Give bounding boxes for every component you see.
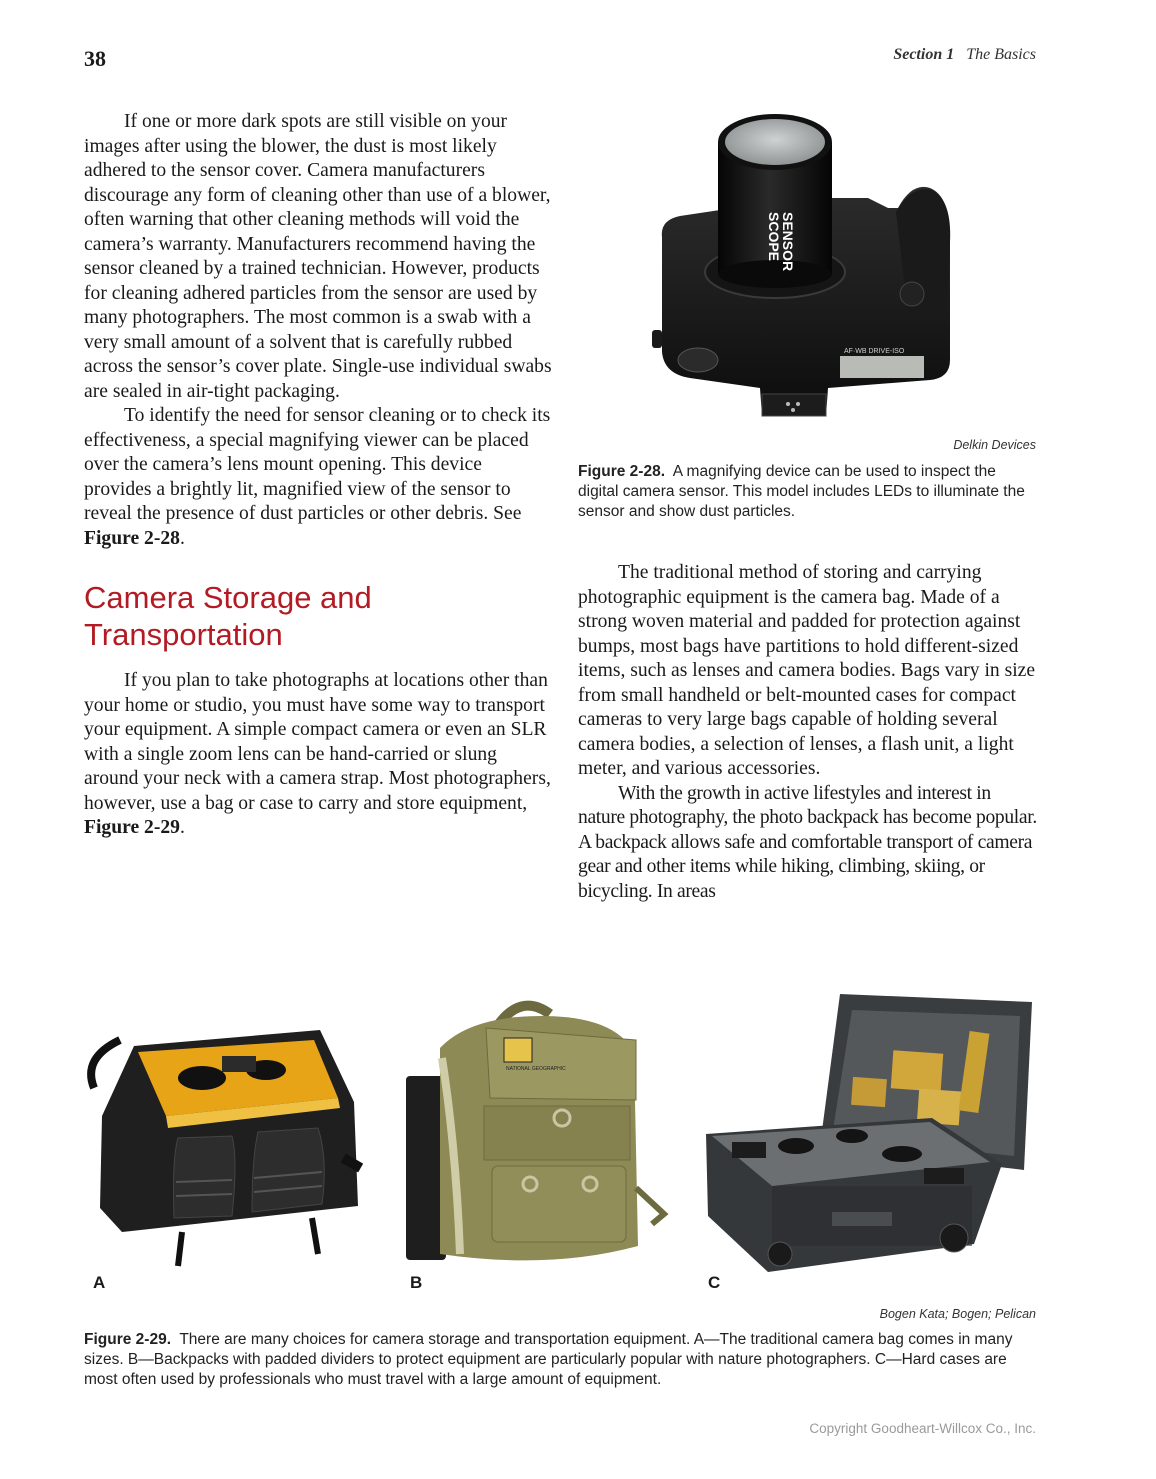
- front-pocket: [492, 1166, 626, 1242]
- paragraph-magnifying-viewer: [84, 404, 554, 551]
- figure-2-28-caption: [578, 462, 1040, 522]
- case-wheel: [940, 1224, 968, 1252]
- camera-mode-text: AF·WB DRIVE-ISO: [844, 348, 905, 355]
- stored-lens: [778, 1138, 814, 1154]
- panel-label-a: A: [93, 1273, 106, 1292]
- paragraph-sensor-cleaning: If one or more dark spots are still visible on your images after using the blower, the dust is most likely adhered to the sensor cover. Camera manufacturers discourage any form of cleaning other than use of a blower, often warning that other cleaning methods will void the camera’s warranty. Manufacturers recommend having the sensor cleaned by a trained technician. However, products for cleaning adhered particles from the sensor are used by many photographers. The most common is a swab with a very small amount of a solvent that is carefully rubbed across the sensor’s cover plate. Single-use individual swabs are sealed in air-tight packaging.: [84, 111, 552, 402]
- paragraph-photo-backpack: With the growth in active lifestyles and interest in nature photography, the photo backpack has become popular. A backpack allows safe and comfortable transport of camera gear and other items while hiking, climbing, skiing, or bicycling. In areas: [578, 782, 1037, 902]
- badge-text: NATIONAL GEOGRAPHIC: [506, 1066, 566, 1072]
- section-label: Section 1: [893, 46, 955, 63]
- section-title: The Basics: [966, 46, 1036, 63]
- paragraph-end: .: [179, 817, 185, 838]
- figure-2-29-panel-a: [82, 1018, 372, 1270]
- figure-2-29-credit: Bogen Kata; Bogen; Pelican: [879, 1307, 1036, 1321]
- backpack-illustration: [400, 988, 670, 1270]
- camera-bag-illustration: [82, 1018, 372, 1270]
- control-wheel: [900, 282, 924, 306]
- camera-sensor-scope-illustration: [650, 112, 970, 430]
- scope-label-line-1: SENSOR: [780, 212, 796, 272]
- top-lcd: [840, 356, 924, 378]
- caption-text: A magnifying device can be used to inspect the digital camera sensor. This model includes LEDs to illuminate the sensor and show dust particles.: [578, 463, 1025, 520]
- copyright-notice: Copyright Goodheart-Willcox Co., Inc.: [809, 1421, 1036, 1436]
- figure-2-29-panel-b: [400, 988, 670, 1270]
- front-pocket: [252, 1128, 324, 1212]
- side-pocket: [174, 1136, 236, 1218]
- caption-text: There are many choices for camera storage and transportation equipment. A—The traditional camera bag comes in many sizes. B—Backpacks with padded dividers to protect equipment are particularly popular with nature photographers. C—Hard cases are most often used by professionals who must travel with a large amount of equipment.: [84, 1331, 1013, 1388]
- strap-lug: [652, 330, 662, 348]
- bag-strap: [91, 1040, 120, 1088]
- mode-dial: [678, 348, 718, 372]
- hard-case-illustration: [702, 986, 1038, 1272]
- paragraph-camera-bag: The traditional method of storing and carrying photographic equipment is the camera bag. Made of a strong woven material and padded for protection against bumps, most bags have partitions to hold different-sized items, such as lenses and camera bodies. Bags vary in size from small handheld or belt-mounted cases for compact cameras to very large bags capable of holding several camera bodies, a selection of lenses, a flash unit, a light meter, and various accessories.: [578, 562, 1036, 779]
- left-column: [84, 110, 554, 841]
- figure-2-28-credit: Delkin Devices: [953, 438, 1036, 452]
- caption-label: Figure 2-28.: [578, 463, 665, 480]
- paragraph-end: .: [179, 527, 185, 549]
- figure-2-29-caption: [84, 1330, 1042, 1390]
- panel-label-c: C: [708, 1273, 721, 1292]
- figure-reference: Figure 2-28: [84, 527, 180, 549]
- lens-in-bag: [178, 1066, 226, 1090]
- stored-camera: [732, 1142, 766, 1158]
- figure-2-28-image: [650, 112, 970, 430]
- hot-shoe: [762, 394, 826, 416]
- paragraph-transport: [84, 669, 554, 841]
- panel-label-b: B: [410, 1273, 423, 1292]
- scope-base: [718, 260, 832, 288]
- running-header: [893, 46, 1036, 64]
- caption-label: Figure 2-29.: [84, 1331, 171, 1348]
- figure-reference: Figure 2-29: [84, 817, 180, 838]
- paragraph-text: If you plan to take photographs at locations other than your home or studio, you must have some way to transport your equipment. A simple compact camera or even an SLR with a single zoom lens can be hand-carried or slung around your neck with a camera strap. Most photographers, however, use a bag or case to carry and store equipment,: [84, 670, 551, 814]
- middle-pocket: [484, 1106, 630, 1160]
- section-heading: Camera Storage and Transportation: [84, 580, 372, 652]
- camera-in-bag: [222, 1056, 256, 1072]
- right-column: [578, 561, 1040, 904]
- paragraph-text: To identify the need for sensor cleaning or to check its effectiveness, a special magnifying viewer can be placed over the camera’s lens mount opening. This device provides a brightly lit, magnified view of the sensor to reveal the presence of dust particles or other debris. See: [84, 405, 551, 524]
- page-number: 38: [84, 46, 106, 71]
- scope-label-line-2: SCOPE: [766, 212, 782, 262]
- figure-2-29-panel-c: [702, 986, 1038, 1272]
- national-geographic-badge: [504, 1038, 532, 1062]
- scope-lens: [725, 119, 825, 165]
